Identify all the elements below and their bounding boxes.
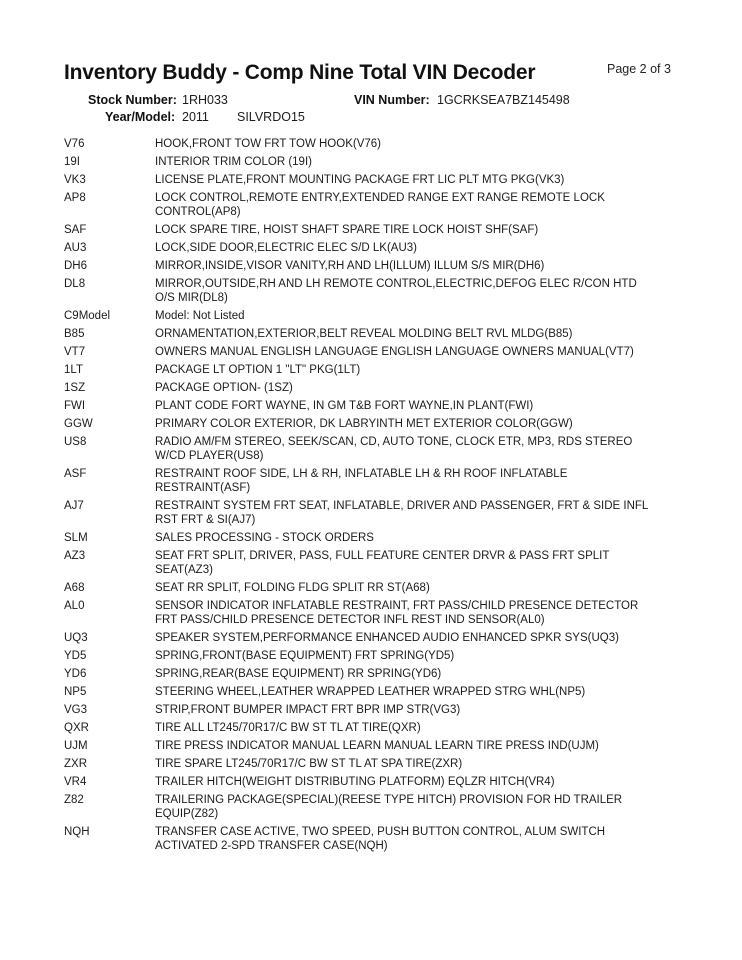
option-description: HOOK,FRONT TOW FRT TOW HOOK(V76) [155,138,381,150]
option-code: B85 [64,328,85,340]
option-code: VK3 [64,174,86,186]
option-description: LOCK SPARE TIRE, HOIST SHAFT SPARE TIRE LOCK HOIST SHF(SAF) [155,224,539,236]
option-code: VG3 [64,704,88,716]
option-description: LOCK,SIDE DOOR,ELECTRIC ELEC S/D LK(AU3) [155,242,418,254]
option-code: YD5 [64,650,87,662]
option-code: AZ3 [64,550,86,562]
page-indicator: Page 2 of 3 [607,62,671,76]
option-code: AJ7 [64,500,84,512]
page-title: Inventory Buddy - Comp Nine Total VIN Decoder [64,61,536,84]
option-code: GGW [64,418,93,430]
option-row [64,259,704,273]
option-row [64,399,704,413]
option-description: PLANT CODE FORT WAYNE, IN GM T&B FORT WAYNE,IN PLANT(FWI) [155,400,534,412]
option-row [64,721,704,735]
option-code: 1SZ [64,382,86,394]
option-code: 1LT [64,364,83,376]
option-code: DH6 [64,260,88,272]
option-code: A68 [64,582,85,594]
option-code: UQ3 [64,632,88,644]
option-row [64,467,704,495]
option-row [64,137,704,151]
vin-number-label: VIN Number: [354,93,430,107]
option-row [64,241,704,255]
option-code: NQH [64,826,90,838]
option-code: SAF [64,224,87,236]
option-row [64,793,704,821]
option-row [64,825,704,853]
option-description: TIRE SPARE LT245/70R17/C BW ST TL AT SPA TIRE(ZXR) [155,758,463,770]
option-description: RESTRAINT ROOF SIDE, LH & RH, INFLATABLE LH & RH ROOF INFLATABLE RESTRAINT(ASF) [155,468,568,494]
option-list [64,137,704,857]
option-row [64,435,704,463]
option-code: 19I [64,156,80,168]
option-description: TRAILER HITCH(WEIGHT DISTRIBUTING PLATFORM) EQLZR HITCH(VR4) [155,776,555,788]
option-code: VT7 [64,346,86,358]
option-code: C9Model [64,310,111,322]
option-code: VR4 [64,776,87,788]
option-description: OWNERS MANUAL ENGLISH LANGUAGE ENGLISH LANGUAGE OWNERS MANUAL(VT7) [155,346,634,358]
option-code: AL0 [64,600,85,612]
option-row [64,173,704,187]
option-row [64,685,704,699]
option-description: PRIMARY COLOR EXTERIOR, DK LABRYINTH MET EXTERIOR COLOR(GGW) [155,418,573,430]
option-row [64,739,704,753]
option-row [64,417,704,431]
option-code: SLM [64,532,88,544]
option-row [64,381,704,395]
option-code: AU3 [64,242,87,254]
option-code: ZXR [64,758,87,770]
option-row [64,757,704,771]
option-description: SPEAKER SYSTEM,PERFORMANCE ENHANCED AUDIO ENHANCED SPKR SYS(UQ3) [155,632,619,644]
option-description: STRIP,FRONT BUMPER IMPACT FRT BPR IMP STR(VG3) [155,704,461,716]
option-description: ORNAMENTATION,EXTERIOR,BELT REVEAL MOLDING BELT RVL MLDG(B85) [155,328,573,340]
option-row [64,277,704,305]
option-row [64,155,704,169]
option-description: LOCK CONTROL,REMOTE ENTRY,EXTENDED RANGE EXT RANGE REMOTE LOCK CONTROL(AP8) [155,192,605,218]
option-description: INTERIOR TRIM COLOR (19I) [155,156,312,168]
option-row [64,775,704,789]
option-description: SENSOR INDICATOR INFLATABLE RESTRAINT, FRT PASS/CHILD PRESENCE DETECTOR FRT PASS/CHILD PRESENCE DETECTOR INFL REST IND SENSOR(AL0) [155,600,639,626]
option-row [64,223,704,237]
option-description: TRAILERING PACKAGE(SPECIAL)(REESE TYPE HITCH) PROVISION FOR HD TRAILER EQUIP(Z82) [155,794,623,820]
option-row [64,667,704,681]
option-description: SPRING,REAR(BASE EQUIPMENT) RR SPRING(YD6) [155,668,442,680]
option-row [64,499,704,527]
option-description: SEAT RR SPLIT, FOLDING FLDG SPLIT RR ST(A68) [155,582,430,594]
option-description: LICENSE PLATE,FRONT MOUNTING PACKAGE FRT LIC PLT MTG PKG(VK3) [155,174,565,186]
option-description: RADIO AM/FM STEREO, SEEK/SCAN, CD, AUTO TONE, CLOCK ETR, MP3, RDS STEREO W/CD PLAYER(US8) [155,436,633,462]
option-description: PACKAGE LT OPTION 1 "LT" PKG(1LT) [155,364,361,376]
option-code: Z82 [64,794,84,806]
option-description: PACKAGE OPTION- (1SZ) [155,382,293,394]
option-row [64,327,704,341]
year-model-label: Year/Model: [105,110,176,124]
option-row [64,649,704,663]
option-description: MIRROR,OUTSIDE,RH AND LH REMOTE CONTROL,ELECTRIC,DEFOG ELEC R/CON HTD O/S MIR(DL8) [155,278,637,304]
option-row [64,581,704,595]
option-row [64,191,704,219]
option-code: UJM [64,740,88,752]
option-row [64,631,704,645]
option-code: US8 [64,436,87,448]
option-code: YD6 [64,668,87,680]
option-code: ASF [64,468,87,480]
option-description: TRANSFER CASE ACTIVE, TWO SPEED, PUSH BUTTON CONTROL, ALUM SWITCH ACTIVATED 2-SPD TRANSFER CASE(NQH) [155,826,606,852]
option-description: TIRE ALL LT245/70R17/C BW ST TL AT TIRE(QXR) [155,722,421,734]
option-description: STEERING WHEEL,LEATHER WRAPPED LEATHER WRAPPED STRG WHL(NP5) [155,686,586,698]
option-row [64,599,704,627]
option-description: RESTRAINT SYSTEM FRT SEAT, INFLATABLE, DRIVER AND PASSENGER, FRT & SIDE INFL RST FRT & SI(AJ7) [155,500,649,526]
option-description: SEAT FRT SPLIT, DRIVER, PASS, FULL FEATURE CENTER DRVR & PASS FRT SPLIT SEAT(AZ3) [155,550,610,576]
model-value: SILVRDO15 [237,110,305,124]
option-row [64,531,704,545]
option-description: SALES PROCESSING - STOCK ORDERS [155,532,374,544]
option-row [64,309,704,323]
option-description: MIRROR,INSIDE,VISOR VANITY,RH AND LH(ILLUM) ILLUM S/S MIR(DH6) [155,260,545,272]
stock-number-label: Stock Number: [88,93,177,107]
option-row [64,549,704,577]
option-description: SPRING,FRONT(BASE EQUIPMENT) FRT SPRING(YD5) [155,650,455,662]
option-code: AP8 [64,192,86,204]
option-code: V76 [64,138,85,150]
option-description: TIRE PRESS INDICATOR MANUAL LEARN MANUAL LEARN TIRE PRESS IND(UJM) [155,740,599,752]
option-row [64,363,704,377]
stock-number-value: 1RH033 [182,93,228,107]
option-code: FWI [64,400,86,412]
option-description: Model: Not Listed [155,310,245,322]
year-value: 2011 [182,110,209,124]
option-code: NP5 [64,686,87,698]
option-row [64,345,704,359]
option-code: DL8 [64,278,86,290]
option-row [64,703,704,717]
vin-number-value: 1GCRKSEA7BZ145498 [437,93,570,107]
option-code: QXR [64,722,89,734]
